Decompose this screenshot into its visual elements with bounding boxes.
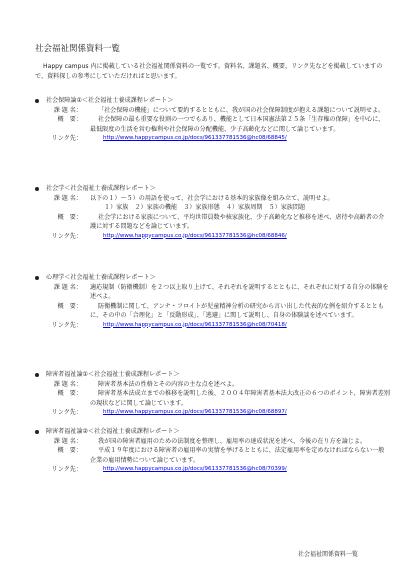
section-sociology [35,184,390,241]
topic-label: 課 題 名： [53,106,82,114]
bullet-icon [35,276,39,280]
summary-label: 概 要： [57,390,82,397]
link-row [35,232,390,242]
bullet-icon [35,430,39,434]
page-footer: 社会福祉関係資料一覧 [298,551,359,558]
summary-label: 概 要： [57,447,82,454]
page-title: 社会福祉関係資料一覧 [35,44,121,54]
link-row [35,465,390,475]
topic-text: 「社会保障の機能」について要約するとともに、我が国の社会保障制度が抱える課題について説明せよ。 [98,106,385,114]
link-label: リンク先： [51,409,82,416]
summary-label: 概 要： [57,213,82,221]
link-label: リンク先： [51,321,82,329]
topic-row [35,283,390,302]
section-heading: 社会学＜社会福祉士養成課程レポート＞ [35,184,390,194]
topic-row [35,437,390,447]
topic-row [35,106,390,116]
resource-link[interactable]: http://www.happycampus.co.jp/docs/961337781536@hc08/70418/ [103,321,287,328]
topic-row [35,380,390,390]
resource-link[interactable]: http://www.happycampus.co.jp/docs/961337781536@hc08/68846/ [103,232,287,239]
summary-text: 社会学における家族について、平均世帯員数や核家族化、少子高齢化など推移を述べ、虐待や高齢者の介護に対する問題などを論じています。 [90,213,385,230]
summary-text: 社会保障の最も重要な役割の一つでもあり、機能として日本国憲法第２５条「生存権の保障」を中心に、最低限度の生活を営む権利や社会保障の分配機能、少子高齢化などに関して論じています。 [90,116,385,133]
bullet-icon [35,99,39,103]
topic-row [35,194,390,204]
topic-label: 課 題 名： [53,437,82,445]
summary-row [35,213,390,232]
section-heading: 障害者福祉論①＜社会福祉士養成課程レポート＞ [35,370,390,380]
section-heading: 社会保障論①＜社会福祉士養成課程レポート＞ [35,96,390,106]
link-label: リンク先： [51,232,82,240]
term-list-row [35,203,390,213]
section-heading: 障害者福祉論②＜社会福祉士養成課程レポート＞ [35,427,390,437]
link-row [35,408,390,418]
bullet-icon [35,373,39,377]
link-label: リンク先： [51,135,82,142]
link-row [35,321,390,331]
bullet-icon [35,187,39,191]
topic-text: 適応規制（防衛機制）を２つ以上取り上げて、それぞれを説明するとともに、それぞれに対する自分の体験を述べよ。 [90,283,389,300]
summary-text: 防衛機制に関して、アンナ・フロイトが児童精神分析の研究から言い出した代表的な例を紹介するとともに、その中の「合理化」と「反動形成」、「逃避」に関して説明し、自身の体験談を述べています。 [90,302,384,319]
summary-label: 概 要： [57,302,82,310]
summary-text: 平成１９年度における障害者の雇用率の実情を挙げるとともに、法定雇用率を定めなければならない一般企業の雇用情勢について論じています。 [90,447,385,464]
section-disability-welfare-1 [35,370,390,418]
term-list: １）家族 ２）家族の機能 ３）家族形態 ４）家族周期 ５）家族問題 [104,204,306,211]
resource-link[interactable]: http://www.happycampus.co.jp/docs/961337781536@hc08/68897/ [103,409,287,415]
resource-link[interactable]: http://www.happycampus.co.jp/docs/961337781536@hc08/70399/ [103,466,287,472]
topic-text: 障害者基本法の性格とその内容の主な点を述べよ。 [98,380,239,388]
summary-row [35,115,390,134]
topic-label: 課 題 名： [53,283,82,291]
section-social-security-1 [35,96,390,144]
section-heading: 心理学＜社会福祉士養成課程レポート＞ [35,273,390,283]
topic-text: 以下の１）～５）の用語を使って、社会学における基本的家族像を組み立て、説明せよ。 [90,194,334,202]
summary-text: 障害者基本法成立までの推移を説明した後、２００４年障害者基本法大改正の６つのポイント、障害者差別の現状などに関して論じています。 [90,390,390,407]
link-label: リンク先： [51,466,82,473]
topic-label: 課 題 名： [53,380,82,388]
summary-label: 概 要： [57,116,82,123]
intro-paragraph: Happy campus 内に掲載している社会福祉関係資料の一覧です。資料名、課題名、概要、リンク先などを掲載していますので、資料探しの参考にしていただければと思います。 [35,63,383,80]
topic-label: 課 題 名： [53,194,82,202]
section-psychology [35,273,390,330]
section-disability-welfare-2 [35,427,390,475]
resource-link[interactable]: http://www.happycampus.co.jp/docs/961337781536@hc08/68845/ [103,135,287,141]
topic-text: 我が国の障害者雇用のための法制度を整理し、雇用率の達成状況を述べ、今後の在り方を論じよ。 [98,437,367,445]
summary-row [35,389,390,408]
link-row [35,134,390,144]
summary-row [35,302,390,321]
summary-row [35,446,390,465]
